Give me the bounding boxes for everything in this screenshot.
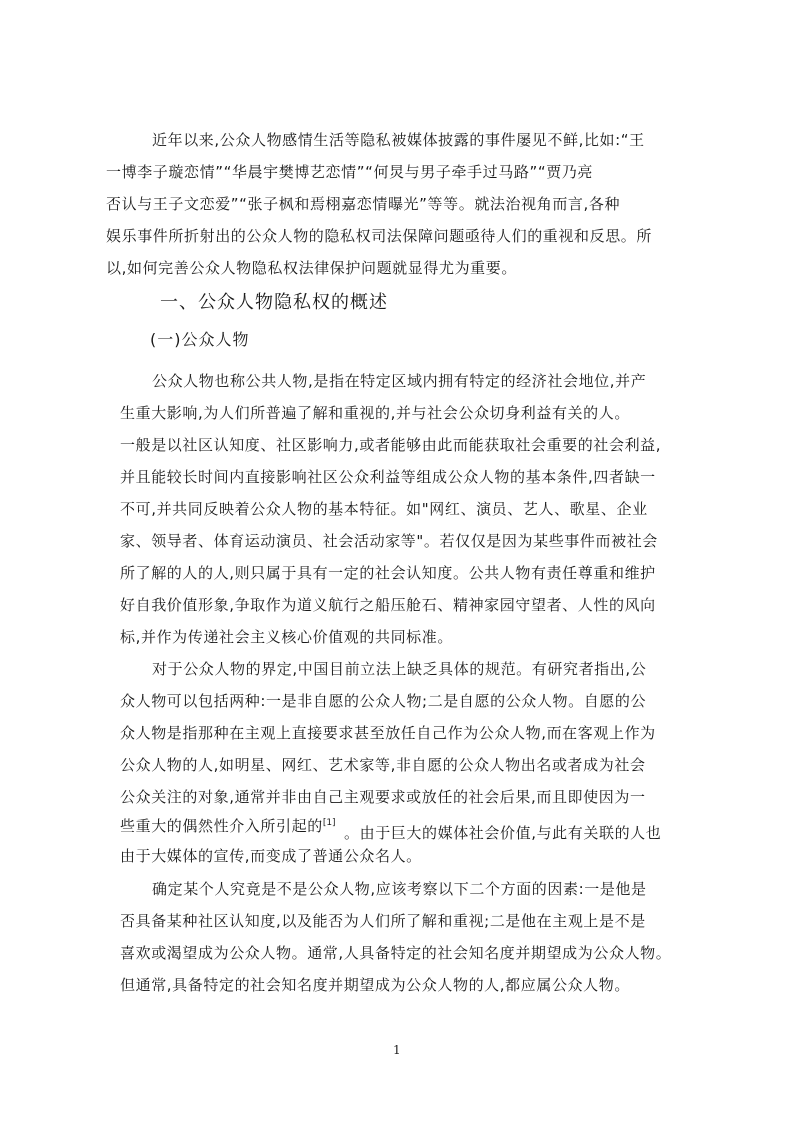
paragraph-1-line-5: 以,如何完善公众人物隐私权法律保护问题就显得尤为重要。: [106, 259, 517, 277]
paragraph-3-line-6-text: 些重大的偶然性介入所引起的: [120, 817, 323, 835]
paragraph-2-line-4: 并且能较长时间内直接影响社区公众利益等组成公众人物的基本条件,四者缺一: [120, 468, 656, 486]
paragraph-3-line-1: 对于公众人物的界定,中国目前立法上缺乏具体的规范。有研究者指出,公: [152, 660, 647, 678]
paragraph-3-line-2: 众人物可以包括两种:一是非自愿的公众人物;二是自愿的公众人物。自愿的公: [120, 692, 647, 710]
paragraph-2-line-7: 所了解的人的人,则只属于具有一定的社会认知度。公共人物有责任尊重和维护: [120, 564, 656, 582]
subsection-heading: (一)公众人物: [150, 330, 250, 349]
citation-reference: [1]: [322, 818, 336, 828]
paragraph-3-line-4: 公众人物的人,如明星、网红、艺术家等,非自愿的公众人物出名或者成为社会: [120, 756, 646, 774]
paragraph-2-line-9: 标,并作为传递社会主义核心价值观的共同标准。: [120, 628, 453, 646]
paragraph-1-line-1: 近年以来,公众人物感情生活等隐私被媒体披露的事件屡见不鲜,比如:“王: [152, 131, 645, 149]
paragraph-2-line-6: 家、领导者、体育运动演员、社会活动家等"。若仅仅是因为某些事件而被社会: [120, 532, 658, 550]
paragraph-1-line-2: 一博李子璇恋情”“华晨宇樊博艺恋情”“何炅与男子牵手过马路”“贾乃亮: [106, 163, 594, 181]
paragraph-2-line-3: 一般是以社区认知度、社区影响力,或者能够由此而能获取社会重要的社会利益,: [120, 436, 662, 454]
page-number: 1: [393, 1043, 401, 1057]
paragraph-4-line-3: 喜欢或渴望成为公众人物。通常,人具备特定的社会知名度并期望成为公众人物。: [120, 944, 672, 962]
paragraph-3-line-6: [120, 813, 336, 836]
paragraph-1-line-4: 娱乐事件所折射出的公众人物的隐私权司法保障问题亟待人们的重视和反思。所: [106, 227, 653, 245]
paragraph-4-line-2: 否具备某种社区认知度,以及能否为人们所了解和重视;二是他在主观上是不是: [120, 912, 646, 930]
paragraph-3-line-7: 由于大媒体的宣传,而变成了普通公众名人。: [120, 847, 422, 865]
paragraph-4-line-1: 确定某个人究竟是不是公众人物,应该考察以下二个方面的因素:一是他是: [152, 880, 647, 898]
paragraph-3-line-5: 公众关注的对象,通常并非由自己主观要求或放任的社会后果,而且即使因为一: [120, 788, 646, 806]
paragraph-2-line-2: 生重大影响,为人们所普遍了解和重视的,并与社会公众切身利益有关的人。: [120, 404, 630, 422]
paragraph-4-line-4: 但通常,具备特定的社会知名度并期望成为公众人物的人,都应属公众人物。: [120, 976, 630, 994]
paragraph-1-line-3: 否认与王子文恋爱”“张子枫和焉栩嘉恋情曝光”等等。就法治视角而言,各种: [106, 195, 621, 213]
paragraph-3-line-3: 众人物是指那种在主观上直接要求甚至放任自己作为公众人物,而在客观上作为: [120, 724, 656, 742]
paragraph-2-line-8: 好自我价值形象,争取作为道义航行之船压舱石、精神家园守望者、人性的风向: [120, 596, 656, 614]
paragraph-3-line-6-tail: 。由于巨大的媒体社会价值,与此有关联的人也: [344, 824, 662, 842]
paragraph-2-line-5: 不可,并共同反映着公众人物的基本特征。如"网红、演员、艺人、歌星、企业: [120, 500, 648, 518]
section-heading: 一、公众人物隐私权的概述: [160, 292, 388, 313]
paragraph-2-line-1: 公众人物也称公共人物,是指在特定区域内拥有特定的经济社会地位,并产: [152, 372, 647, 390]
